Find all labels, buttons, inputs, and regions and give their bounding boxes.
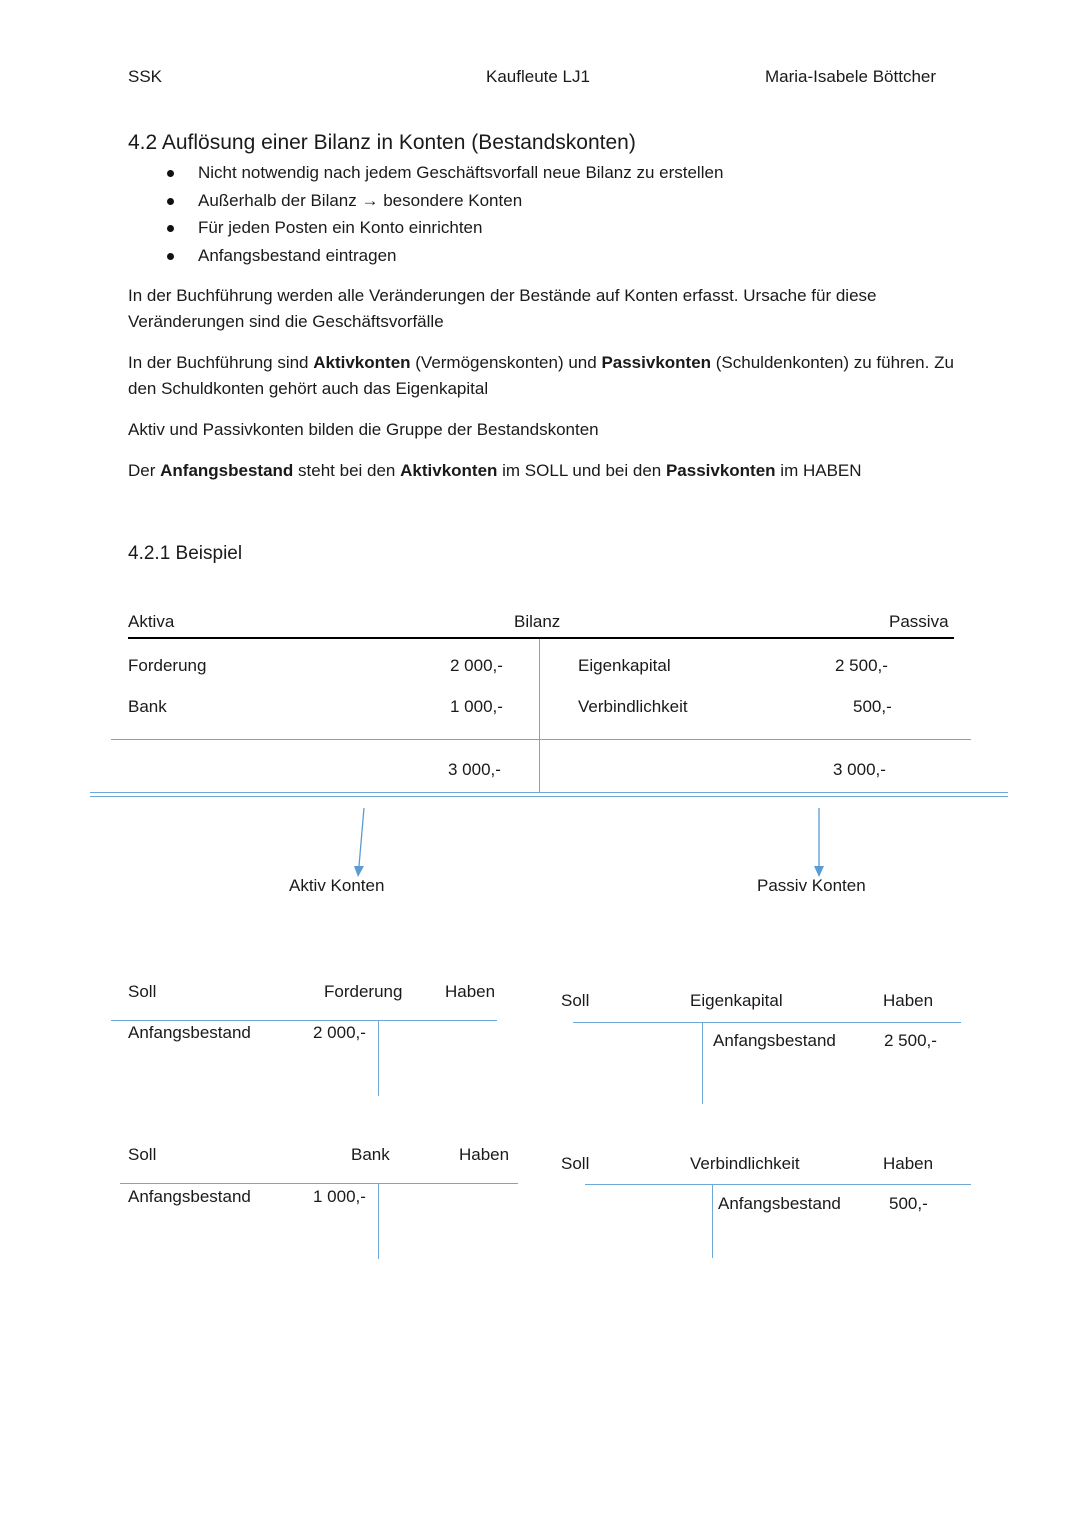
haben-label: Haben (883, 1154, 934, 1173)
account-entry-label: Anfangsbestand (718, 1194, 841, 1213)
header-left: SSK (128, 67, 163, 86)
soll-label: Soll (561, 1154, 590, 1173)
account-entry-value: 2 000,- (313, 1023, 366, 1042)
account-entry-label: Anfangsbestand (128, 1187, 251, 1206)
aktiv-konten-label: Aktiv Konten (289, 876, 385, 895)
bilanz-row-label: Bank (128, 697, 167, 716)
paragraph-changes: In der Buchführung werden alle Veränderungen der Bestände auf Konten erfasst. Ursache für diese Veränderungen sind die Geschäftsvorfälle (128, 286, 877, 331)
account-entry-label: Anfangsbestand (128, 1023, 251, 1042)
bilanz-row-value: 1 000,- (450, 697, 503, 716)
example-title: 4.2.1 Beispiel (128, 543, 243, 564)
header-right: Maria-Isabele Böttcher (765, 67, 937, 86)
bilanz-row-label: Eigenkapital (578, 656, 671, 675)
account-entry-value: 500,- (889, 1194, 928, 1213)
haben-label: Haben (459, 1145, 510, 1164)
haben-label: Haben (883, 991, 934, 1010)
arrow-down-icon (814, 808, 824, 877)
bilanz-row-value: 2 500,- (835, 656, 888, 675)
soll-label: Soll (561, 991, 590, 1010)
account-top-rule (111, 1020, 497, 1021)
bilanz-aktiva-label: Aktiva (128, 612, 175, 631)
account-divider (712, 1184, 713, 1258)
bilanz-total-right: 3 000,- (833, 760, 886, 779)
account-divider (702, 1022, 703, 1104)
account-divider (378, 1183, 379, 1259)
bilanz-row-value: 2 000,- (450, 656, 503, 675)
paragraph-account-types: In der Buchführung sind Aktivkonten (Vermögenskonten) und Passivkonten (Schuldenkonten) zu führen. Zu den Schuldkonten gehört auch das Eigenkapital (128, 353, 954, 398)
soll-label: Soll (128, 982, 157, 1001)
account-name: Bank (351, 1145, 390, 1164)
account-divider (378, 1020, 379, 1096)
account-top-rule (585, 1184, 971, 1185)
bullet-item: Anfangsbestand eintragen (160, 244, 723, 272)
section-title: 4.2 Auflösung einer Bilanz in Konten (Bestandskonten) (128, 131, 636, 154)
paragraph-bestandskonten: Aktiv und Passivkonten bilden die Gruppe der Bestandskonten (128, 420, 599, 439)
header-center: Kaufleute LJ1 (486, 67, 590, 86)
account-name: Forderung (324, 982, 403, 1001)
account-top-rule (120, 1183, 518, 1184)
passiv-konten-label: Passiv Konten (757, 876, 866, 895)
account-entry-value: 2 500,- (884, 1031, 937, 1050)
account-top-rule (573, 1022, 961, 1023)
account-entry-value: 1 000,- (313, 1187, 366, 1206)
bilanz-total-left: 3 000,- (448, 760, 501, 779)
haben-label: Haben (445, 982, 496, 1001)
bilanz-passiva-label: Passiva (889, 612, 949, 631)
bilanz-row-label: Forderung (128, 656, 207, 675)
bilanz-row-label: Verbindlichkeit (578, 697, 688, 716)
paragraph-anfangsbestand: Der Anfangsbestand steht bei den Aktivkonten im SOLL und bei den Passivkonten im HABEN (128, 461, 862, 480)
bullet-item: Außerhalb der Bilanz → besondere Konten (160, 189, 723, 217)
bilanz-title: Bilanz (514, 612, 561, 631)
soll-label: Soll (128, 1145, 157, 1164)
account-name: Eigenkapital (690, 991, 783, 1010)
bullet-item: Nicht notwendig nach jedem Geschäftsvorfall neue Bilanz zu erstellen (160, 161, 723, 189)
arrow-down-icon (354, 808, 364, 877)
bullet-item: Für jeden Posten ein Konto einrichten (160, 216, 723, 244)
bilanz-row-value: 500,- (853, 697, 892, 716)
account-entry-label: Anfangsbestand (713, 1031, 836, 1050)
account-name: Verbindlichkeit (690, 1154, 800, 1173)
